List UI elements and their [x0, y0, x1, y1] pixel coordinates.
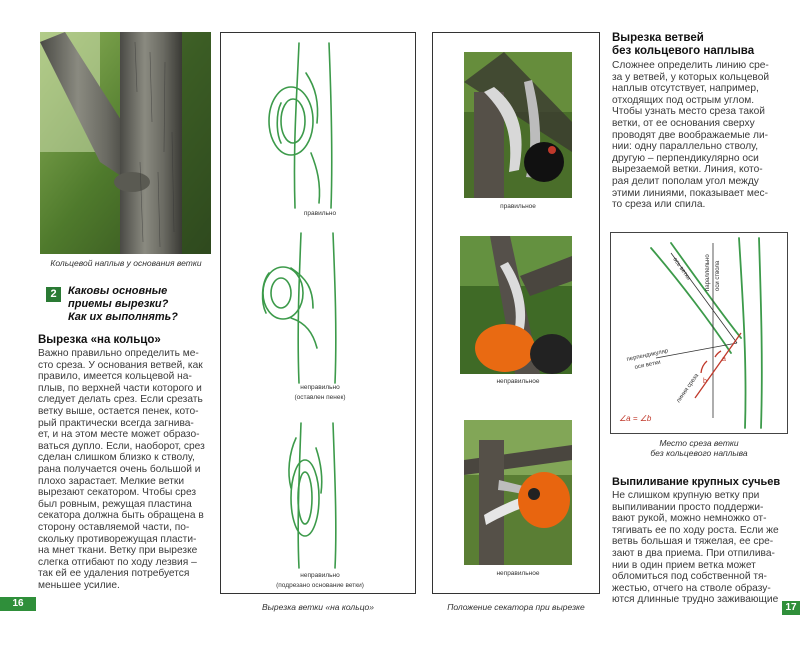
body-line: вают рукой, можно немножко от-: [612, 513, 767, 525]
body-line: за у ветвей, у которых кольцевой: [612, 71, 770, 83]
sketch-base-cut: [289, 423, 336, 568]
diagram-label-perpendicular: перпендикуляр: [626, 348, 669, 363]
secateur-label-wrong-2: неправильное: [496, 570, 540, 577]
diagram-label-cut-line: линия среза: [675, 372, 701, 405]
sketch-label-correct: правильно: [303, 210, 337, 217]
diagram-label-parallel: параллельно: [705, 254, 711, 291]
diagram-label-trunk-axis: оси ствола: [715, 260, 721, 291]
caption-line-1: Место среза ветки: [659, 438, 739, 448]
sketch-label-wrong-2: неправильно: [300, 572, 340, 579]
body-line: Важно правильно определить ме-: [38, 348, 199, 359]
body-line: рый практически всегда загнива-: [38, 417, 194, 429]
body-line: нии в один прием ветка может: [612, 559, 756, 571]
body-line: ются длинные трудно заживающие: [612, 594, 779, 606]
body-line: правило, имеется кольцевой на-: [38, 371, 192, 383]
sketch-correct: [269, 43, 332, 208]
body-line: Не слишком крупную ветку при: [612, 490, 760, 501]
title-line-2: без кольцевого наплыва: [612, 45, 755, 57]
body-line: рана получается очень большой и: [38, 463, 201, 475]
question-line-3: Как их выполнять?: [68, 311, 178, 323]
page-number-right: 17: [782, 601, 800, 615]
body-line: ветвь большая и тяжелая, ее сре-: [612, 536, 774, 548]
sketch-label-wrong-1: неправильно: [300, 384, 340, 391]
body-line: сто среза. У основания ветвей, как: [38, 359, 203, 371]
body-line: так ей ее удаления потребуется: [38, 568, 190, 580]
secateur-label-wrong-1: неправильное: [496, 378, 540, 385]
tree-trunk-illustration: [40, 32, 211, 254]
body-line: меньшее усилие.: [38, 579, 120, 591]
body-line: Сложнее определить линию сре-: [612, 60, 769, 71]
body-line: жестью, отчего на стволе образу-: [612, 582, 771, 594]
body-line: был ровным, режущая пластина: [38, 498, 192, 510]
caption-line-2: без кольцевого наплыва: [650, 448, 748, 458]
section-title-large-branches: Выпиливание крупных сучьев: [612, 476, 781, 488]
page-number-left: 16: [0, 597, 36, 611]
secateur-panel-caption: Положение секатора при вырезке: [447, 602, 585, 612]
question-line-2: приемы вырезки?: [68, 298, 169, 310]
secateur-label-correct: правильное: [500, 203, 536, 210]
body-line: сторону оставляемой части, по-: [38, 521, 190, 533]
secateur-photo-wrong-1: [460, 236, 572, 374]
body-line: плыв, по верхней части которого и: [38, 382, 202, 394]
body-line: скольку противорежущая пласти-: [38, 533, 197, 545]
diagram-label-b: b: [703, 378, 707, 385]
sketch-stump-left: [263, 233, 336, 383]
body-line: вырезаемой ветки. Линия, кото-: [612, 164, 763, 176]
title-line-1: Вырезка ветвей: [612, 32, 704, 44]
diagram-label-branch-axis: ось ветки: [671, 256, 692, 282]
question-number-badge: 2: [46, 287, 61, 302]
question-line-1: Каковы основные: [68, 285, 168, 297]
section-title-ring-cut: Вырезка «на кольцо»: [38, 334, 161, 346]
body-line: следует делать срез. Если срезать: [38, 394, 203, 406]
body-line: выпиливании просто поддержи-: [612, 501, 764, 513]
ring-cut-body-text: [38, 348, 218, 591]
sketch-label-wrong-2-note: (подрезано основание ветки): [276, 582, 364, 589]
body-line: Чтобы узнать место среза такой: [612, 106, 765, 118]
body-line: ветку выше, остается пенек, кото-: [38, 405, 199, 417]
diagram-label-a: a: [722, 356, 726, 363]
body-line: тягивать ее по ходу роста. Если же: [612, 524, 779, 536]
body-line: рая делит пополам угол между: [612, 175, 759, 187]
sketch-label-wrong-1-note: (оставлен пенек): [294, 394, 346, 401]
body-line: плохо зарастает. Мелкие ветки: [38, 475, 185, 487]
ring-cut-sketches: [221, 33, 415, 593]
body-line: наплыв отсутствует, например,: [612, 83, 759, 95]
section-title-no-collar: [612, 32, 792, 58]
cut-diagram-caption: [610, 438, 788, 458]
body-line: этими линиями, показывает мес-: [612, 187, 769, 199]
body-line: вырезают секатором. Чтобы срез: [38, 487, 197, 499]
photo-caption: Кольцевой наплыв у основания ветки: [50, 258, 202, 268]
body-line: зают в два приема. При отпилива-: [612, 547, 775, 559]
body-line: сделан слишком близко к стволу,: [38, 452, 195, 464]
secateur-photo-correct: [464, 52, 572, 198]
question-heading: [68, 285, 218, 324]
diagram-label-perp-axis: оси ветки: [634, 359, 662, 371]
body-line: нии: одну параллельно стволу,: [612, 141, 759, 153]
body-line: проводят две воображаемые ли-: [612, 129, 769, 141]
no-collar-body-text: [612, 60, 788, 211]
body-line: слегка отгибают по ходу лезвия –: [38, 556, 197, 568]
secateur-photo-wrong-2: [464, 420, 572, 565]
body-line: другую – перпендикулярно оси: [612, 152, 759, 164]
large-branches-body-text: [612, 490, 788, 606]
body-line: обломиться под собственной тя-: [612, 571, 767, 583]
body-line: ет, и на этом месте может образо-: [38, 429, 200, 441]
body-line: то среза или спила.: [612, 199, 706, 211]
body-line: ваться дупло. Если, наоборот, срез: [38, 440, 205, 452]
diagram-equation: ∠a = ∠b: [619, 414, 652, 423]
body-line: на мнет ткани. Ветку при вырезке: [38, 545, 198, 557]
cut-line-diagram: [611, 233, 787, 433]
body-line: секатора должна быть обращена в: [38, 510, 204, 522]
sketch-panel-caption: Вырезка ветки «на кольцо»: [261, 602, 375, 612]
tree-trunk-photo: [40, 32, 211, 254]
body-line: ветки, от ее основания сверху: [612, 117, 755, 129]
body-line: отходящих под острым углом.: [612, 94, 755, 106]
